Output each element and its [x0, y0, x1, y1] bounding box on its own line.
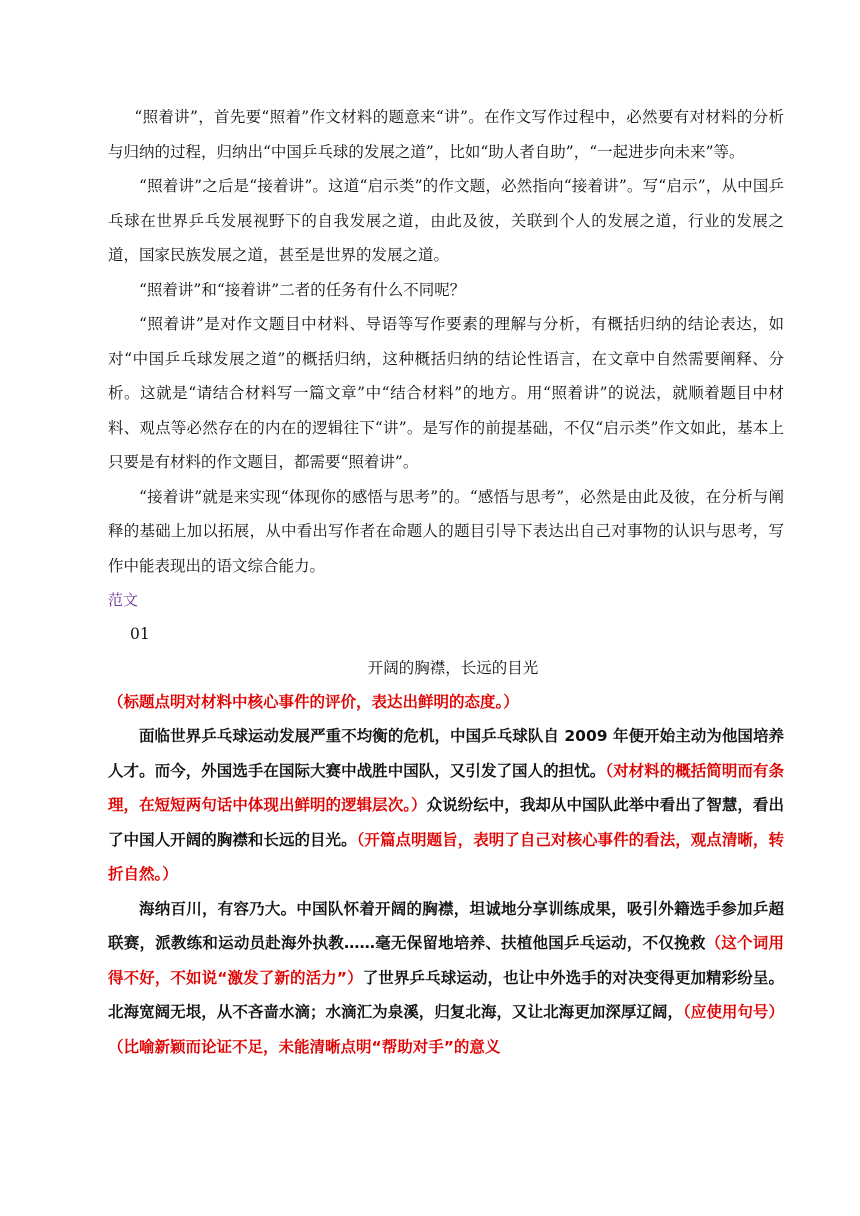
- essay-number: 01: [130, 625, 150, 643]
- essay-text: 众说纷纭中，我却从中国队此举中看出了智慧，看出了中国人开阔的胸襟和长远的目光。: [108, 796, 784, 849]
- review-comment: （应使用句号）: [682, 1003, 784, 1021]
- title-comment: （标题点明对材料中核心事件的评价，表达出鲜明的态度。）: [108, 693, 519, 711]
- intro-paragraph-4: “照着讲”是对作文题目中材料、导语等写作要素的理解与分析，有概括归纳的结论表达，如对“中国乒乓球发展之道”的概括归纳，这种概括归纳的结论性语言，在文章中自然需要阐释、分析。这就是“请结合材料写一篇文章”中“结合材料”的地方。用“照着讲”的说法，就顺着题目中材料、观点等必然存在的内在的逻辑往下“讲”。是写作的前提基础，不仅“启示类”作文如此，基本上只要是有材料的作文题目，都需要“照着讲”。: [108, 315, 784, 471]
- review-comment: （对材料的概括简明而有条理，在短短两句话中体现出鲜明的逻辑层次。）: [108, 761, 784, 814]
- review-comment: （开篇点明题旨，表明了自己对核心事件的看法，观点清晰，转折自然。）: [108, 830, 784, 883]
- essay-title: 开阔的胸襟，长远的目光: [367, 659, 539, 677]
- review-comment: （这个词用得不好，不如说“激发了新的活力”）: [108, 934, 784, 987]
- intro-paragraph-3: “照着讲”和“接着讲”二者的任务有什么不同呢？: [139, 280, 466, 299]
- intro-paragraph-1: “照着讲”，首先要“照着”作文材料的题意来“讲”。在作文写作过程中，必然要有对材料的分析与归纳的过程，归纳出“中国乒乓球的发展之道”，比如“助人者自助”，“一起进步向未来”等。: [108, 108, 784, 161]
- review-comment: （比喻新颖而论证不足，未能清晰点明“帮助对手”的意义: [108, 1037, 501, 1056]
- intro-paragraph-5: “接着讲”就是来实现“体现你的感悟与思考”的。“感悟与思考”，必然是由此及彼，在分析与阐释的基础上加以拓展，从中看出写作者在命题人的题目引导下表达出自己对事物的认识与思考，写作中能表现出的语文综合能力。: [108, 487, 784, 575]
- essay-text: 面临世界乒乓球运动发展严重不均衡的危机，中国乒乓球队自 2009 年便开始主动为他国培养人才。而今，外国选手在国际大赛中战胜中国队，又引发了国人的担忧。: [108, 727, 784, 780]
- intro-paragraph-2: “照着讲”之后是“接着讲”。这道“启示类”的作文题，必然指向“接着讲”。写“启示”，从中国乒乓球在世界乒乓发展视野下的自我发展之道，由此及彼，关联到个人的发展之道，行业的发展之道，国家民族发展之道，甚至是世界的发展之道。: [108, 177, 784, 264]
- essay-paragraph-2: [108, 892, 784, 1065]
- essay-paragraph-1: [108, 719, 784, 892]
- essay-text: 了世界乒乓球运动，也让中外选手的对决变得更加精彩纷呈。北海宽阔无垠，从不吝啬水滴；水滴汇为泉溪，归复北海，又让北海更加深厚辽阔，: [108, 968, 784, 1021]
- fanwen-heading: 范文: [108, 591, 139, 609]
- document-content: [108, 100, 784, 1064]
- essay-text: 海纳百川，有容乃大。中国队怀着开阔的胸襟，坦诚地分享训练成果，吸引外籍选手参加乒超联赛，派教练和运动员赴海外执教……毫无保留地培养、扶植他国乒乓运动，不仅挽救: [108, 899, 784, 952]
- essay-body: [108, 719, 784, 1064]
